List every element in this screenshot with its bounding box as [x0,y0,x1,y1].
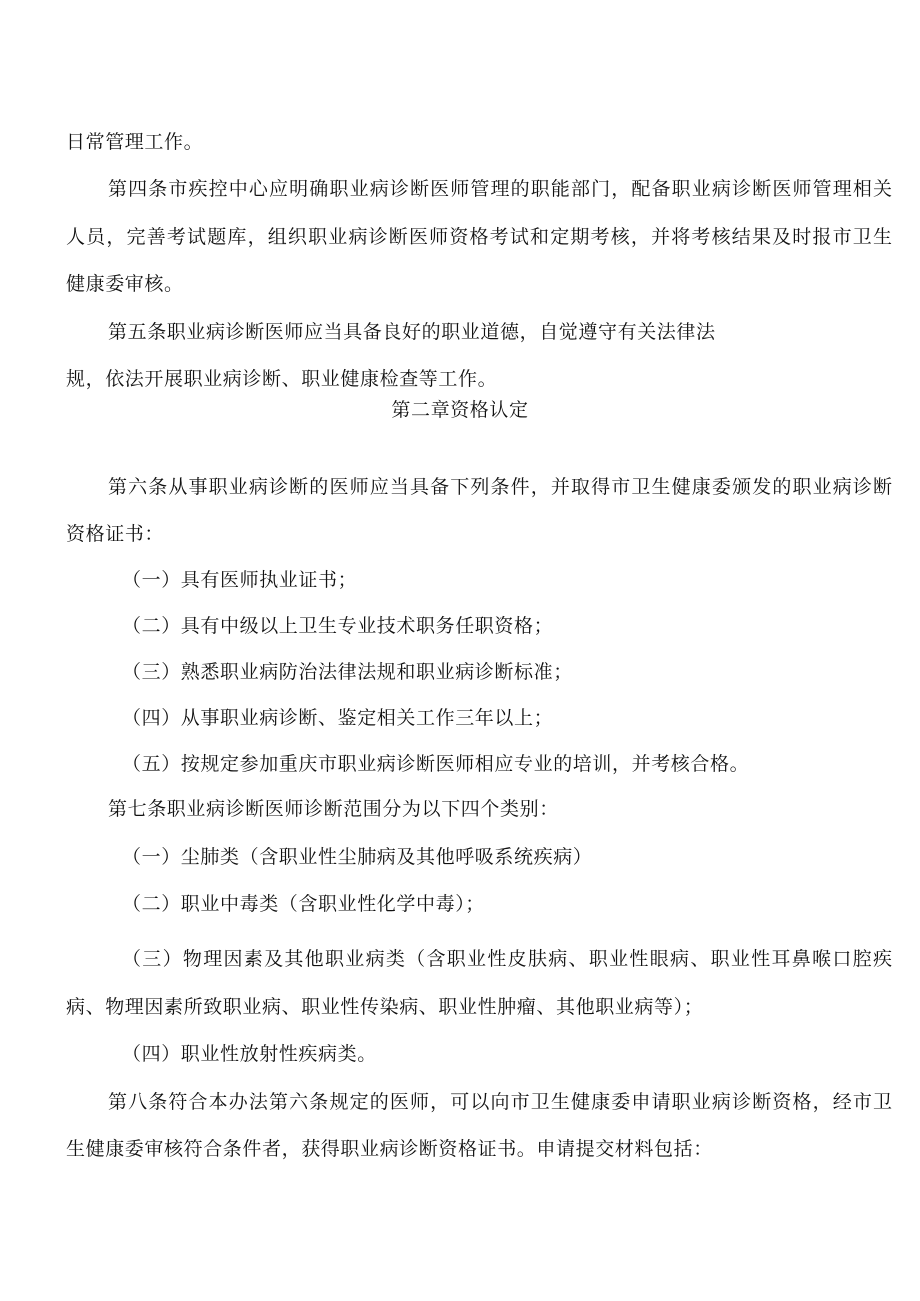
article-5-line-2: 规，依法开展职业病诊断、职业健康检查等工作。 [66,368,498,390]
list-item: （一）尘肺类（含职业性尘肺病及其他呼吸系统疾病） [122,846,593,868]
list-item: （三）物理因素及其他职业病类（含职业性皮肤病、职业性眼病、职业性耳鼻喉口腔疾 [122,948,892,970]
article-5-line-1: 第五条职业病诊断医师应当具备良好的职业道德，自觉遵守有关法律法 [108,321,716,343]
list-item: （一）具有医师执业证书； [122,569,358,591]
list-item-continuation: 病、物理因素所致职业病、职业性传染病、职业性肿瘤、其他职业病等）； [66,996,704,1018]
list-item: （四）职业性放射性疾病类。 [122,1043,377,1065]
chapter-heading: 第二章资格认定 [391,399,529,421]
list-item: （五）按规定参加重庆市职业病诊断医师相应专业的培训，并考核合格。 [122,753,750,775]
article-7-line-1: 第七条职业病诊断医师诊断范围分为以下四个类别： [108,798,559,820]
article-6-line-1: 第六条从事职业病诊断的医师应当具备下列条件，并取得市卫生健康委颁发的职业病诊断 [108,476,892,498]
list-item: （四）从事职业病诊断、鉴定相关工作三年以上； [122,707,554,729]
article-8-line-1: 第八条符合本办法第六条规定的医师，可以向市卫生健康委申请职业病诊断资格，经市卫 [108,1091,892,1113]
article-6-line-2: 资格证书： [66,523,165,545]
list-item: （二）具有中级以上卫生专业技术职务任职资格； [122,615,554,637]
article-8-line-2: 生健康委审核符合条件者，获得职业病诊断资格证书。申请提交材料包括： [66,1138,713,1160]
article-4-line-3: 健康委审核。 [66,273,184,295]
paragraph-continuation-line: 日常管理工作。 [66,131,204,153]
article-4-line-1: 第四条市疾控中心应明确职业病诊断医师管理的职能部门，配备职业病诊断医师管理相关 [108,178,892,200]
article-4-line-2: 人员，完善考试题库，组织职业病诊断医师资格考试和定期考核，并将考核结果及时报市卫生 [66,226,892,248]
list-item: （三）熟悉职业病防治法律法规和职业病诊断标准； [122,661,573,683]
list-item: （二）职业中毒类（含职业性化学中毒）； [122,893,485,915]
